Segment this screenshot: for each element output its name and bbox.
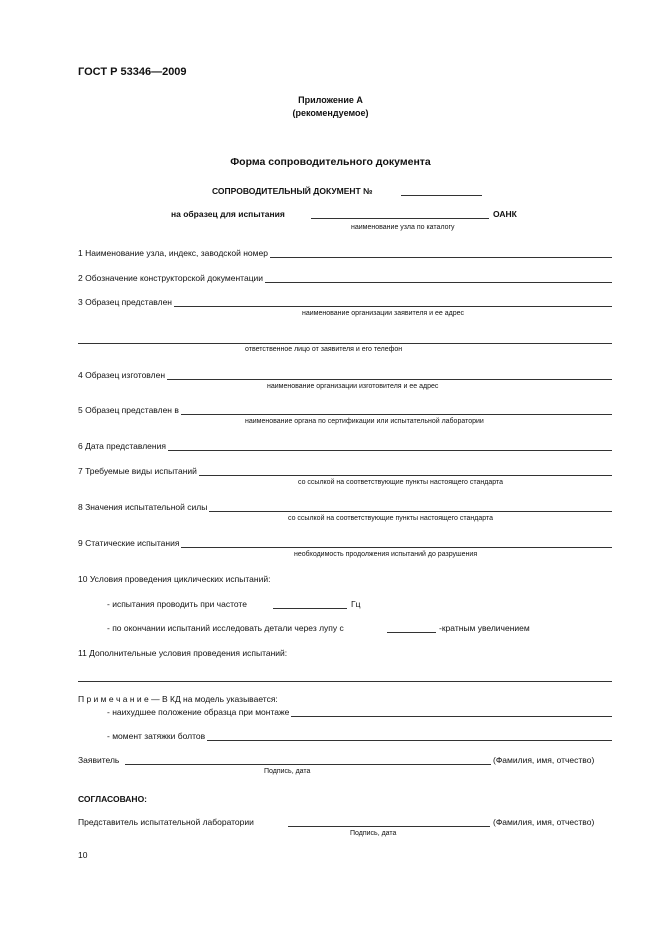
note-label: П р и м е ч а н и е — В КД на модель указывается: [78, 694, 278, 704]
frequency-unit: Гц [351, 599, 361, 609]
doc-number-field[interactable] [401, 195, 482, 196]
agreed-heading: СОГЛАСОВАНО: [78, 794, 148, 804]
item-11-label: 11 Дополнительные условия проведения испытаний: [78, 648, 288, 658]
applicant-sign-date: Подпись, дата [264, 768, 311, 775]
item-9-field[interactable] [181, 538, 612, 548]
item-2-field[interactable] [265, 273, 612, 283]
item-5-field[interactable] [181, 405, 612, 415]
item-10-magnifier-end: -кратным увеличением [439, 623, 530, 633]
page-number: 10 [78, 850, 88, 860]
item-8-label: 8 Значения испытательной силы [78, 502, 208, 512]
item-4-field[interactable] [167, 370, 612, 380]
catalog-name-field[interactable] [311, 218, 489, 219]
note-item-b-field[interactable] [207, 731, 612, 741]
applicant-fio: (Фамилия, имя, отчество) [493, 755, 595, 765]
item-7 [78, 466, 612, 476]
lab-rep-label: Представитель испытательной лаборатории [78, 817, 254, 827]
note-item-b-label: - момент затяжки болтов [107, 731, 206, 741]
item-1 [78, 248, 612, 258]
sample-for-test-label: на образец для испытания [171, 209, 285, 219]
frequency-field[interactable] [273, 608, 347, 609]
form-title: Форма сопроводительного документа [230, 156, 431, 168]
item-3-field-2[interactable] [78, 343, 612, 344]
item-7-field[interactable] [199, 466, 612, 476]
item-3 [78, 297, 612, 307]
item-6-field[interactable] [168, 441, 612, 451]
item-5-label: 5 Образец представлен в [78, 405, 179, 415]
item-4 [78, 370, 612, 380]
item-1-label: 1 Наименование узла, индекс, заводской номер [78, 248, 268, 258]
item-3-caption-2: ответственное лицо от заявителя и его телефон [245, 346, 403, 353]
item-3-caption: наименование организации заявителя и ее адрес [302, 310, 464, 317]
applicant-signature-field[interactable] [125, 764, 491, 765]
item-10-label: 10 Условия проведения циклических испытаний: [78, 574, 271, 584]
item-3-label: 3 Образец представлен [78, 297, 172, 307]
item-10-frequency-label: - испытания проводить при частоте [107, 599, 247, 609]
item-2-label: 2 Обозначение конструкторской документации [78, 273, 264, 283]
item-8 [78, 502, 612, 512]
oank-label: ОАНК [493, 209, 517, 219]
note-item-a-field[interactable] [291, 707, 612, 717]
lab-rep-sign-date: Подпись, дата [350, 830, 397, 837]
item-7-caption: со ссылкой на соответствующие пункты настоящего стандарта [298, 479, 503, 486]
annex-type: (рекомендуемое) [292, 108, 369, 118]
lab-rep-signature-field[interactable] [288, 826, 490, 827]
item-9 [78, 538, 612, 548]
item-9-caption: необходимость продолжения испытаний до разрушения [294, 551, 478, 558]
magnification-field[interactable] [387, 632, 436, 633]
item-5-caption: наименование органа по сертификации или испытательной лаборатории [245, 418, 484, 425]
item-10-magnifier-label: - по окончании испытаний исследовать детали через лупу с [107, 623, 344, 633]
item-4-caption: наименование организации изготовителя и ее адрес [267, 383, 439, 390]
item-6 [78, 441, 612, 451]
item-6-label: 6 Дата представления [78, 441, 166, 451]
item-8-field[interactable] [209, 502, 612, 512]
doc-title: СОПРОВОДИТЕЛЬНЫЙ ДОКУМЕНТ № [212, 186, 373, 196]
annex-title: Приложение А [298, 95, 363, 105]
lab-rep-fio: (Фамилия, имя, отчество) [493, 817, 595, 827]
item-11-field[interactable] [78, 681, 612, 682]
item-7-label: 7 Требуемые виды испытаний [78, 466, 197, 476]
item-8-caption: со ссылкой на соответствующие пункты настоящего стандарта [288, 515, 493, 522]
applicant-label: Заявитель [78, 755, 120, 765]
item-2 [78, 273, 612, 283]
catalog-caption: наименование узла по каталогу [351, 224, 455, 231]
item-9-label: 9 Статические испытания [78, 538, 180, 548]
item-4-label: 4 Образец изготовлен [78, 370, 166, 380]
standard-number: ГОСТ Р 53346—2009 [78, 66, 187, 78]
item-1-field[interactable] [270, 248, 612, 258]
note-item-b [107, 731, 612, 741]
item-5 [78, 405, 612, 415]
note-item-a [107, 707, 612, 717]
note-item-a-label: - наихудшее положение образца при монтаже [107, 707, 290, 717]
item-3-field[interactable] [174, 297, 612, 307]
